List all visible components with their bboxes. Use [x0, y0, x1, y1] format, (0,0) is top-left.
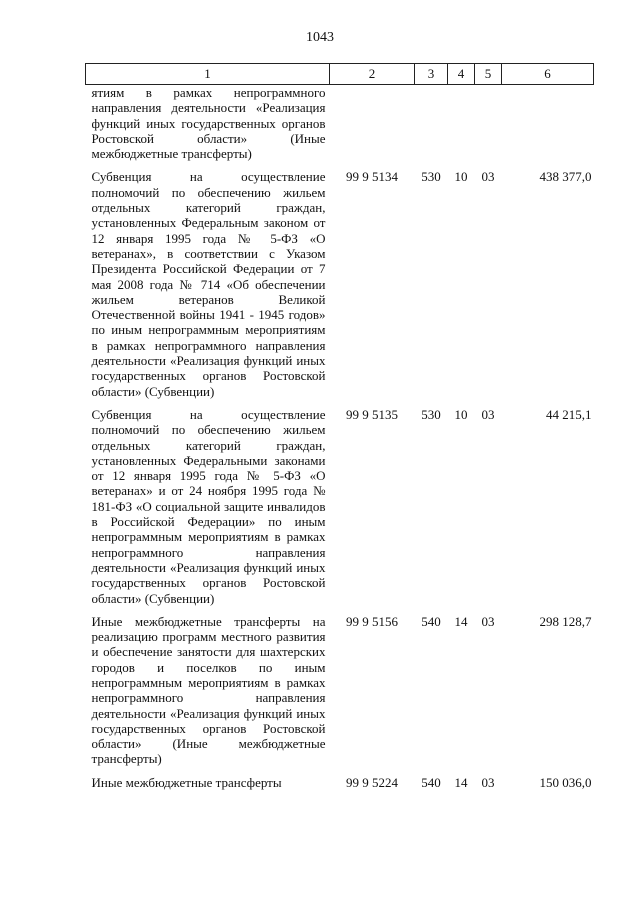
header-cell-rz: 4	[448, 64, 475, 85]
header-cell-vr: 3	[415, 64, 448, 85]
row-code	[330, 85, 415, 170]
row-amount	[502, 85, 594, 170]
row-vr: 530	[421, 169, 441, 185]
row-code: 99 9 5156	[346, 613, 398, 629]
page-number: 1043	[306, 30, 334, 45]
row-pr: 03	[481, 406, 495, 422]
budget-table	[85, 63, 594, 798]
row-vr: 540	[421, 613, 441, 629]
row-vr: 530	[421, 406, 441, 422]
row-rz	[448, 85, 475, 170]
header-row	[86, 64, 594, 85]
row-amount: 298 128,7	[539, 613, 592, 629]
row-vr: 540	[421, 774, 441, 790]
table-row	[86, 407, 594, 614]
row-name: Иные межбюджетные трансферты на реализацию программ местного развития и обеспечение занятости для шахтерских городов и поселков по иным непрограммным мероприятиям в рамках непрограммного направления деятельности «Реализация функций иных государственных органов Ростовской области» (Иные межбюджетные трансферты)	[91, 613, 326, 767]
row-amount: 150 036,0	[539, 774, 592, 790]
row-name: Субвенция на осуществление полномочий по обеспечению жильем отдельных категорий граждан, установленных Федеральными законами от 12 января 1995 года № 5-ФЗ «О ветеранах» и от 24 ноября 1995 года № 181-ФЗ «О социальной защите инвалидов в Российской Федерации» по иным непрограммным мероприятиям в рамках непрограммного направления деятельности «Реализация функций иных государственных органов Ростовской области» (Субвенции)	[91, 406, 326, 606]
row-pr	[475, 85, 502, 170]
row-rz: 14	[454, 613, 468, 629]
row-amount: 438 377,0	[539, 169, 592, 185]
row-rz: 10	[454, 406, 468, 422]
table-row	[86, 614, 594, 775]
row-code: 99 9 5224	[346, 774, 398, 790]
row-rz: 14	[454, 774, 468, 790]
header-cell-pr: 5	[475, 64, 502, 85]
table-row	[86, 775, 594, 798]
row-code: 99 9 5134	[346, 169, 398, 185]
row-pr: 03	[481, 774, 495, 790]
header-cell-name: 1	[86, 64, 330, 85]
table-row	[86, 169, 594, 406]
row-pr: 03	[481, 613, 495, 629]
row-code: 99 9 5135	[346, 406, 398, 422]
row-rz: 10	[454, 169, 468, 185]
row-name: Иные межбюджетные трансферты	[91, 774, 282, 790]
row-name: ятиям в рамках непрограммного направления деятельности «Реализация функций иных государственных органов Ростовской области» (Иные межбюджетные трансферты)	[91, 85, 326, 162]
row-pr: 03	[481, 169, 495, 185]
header-cell-amount: 6	[502, 64, 594, 85]
row-vr	[415, 85, 448, 170]
row-name: Субвенция на осуществление полномочий по обеспечению жильем отдельных категорий граждан, установленных Федеральным законом от 12 января 1995 года № 5-ФЗ «О ветеранах», в соответствии с Указом Президента Российской Федерации от 7 мая 2008 года № 714 «Об обеспечении жильем ветеранов Великой Отечественной войны 1941 - 1945 годов» по иным непрограммным мероприятиям в рамках непрограммного направления деятельности «Реализация функций иных государственных органов Ростовской области» (Субвенции)	[91, 169, 326, 399]
row-amount: 44 215,1	[546, 406, 592, 422]
header-cell-code: 2	[330, 64, 415, 85]
table-row	[86, 85, 594, 170]
